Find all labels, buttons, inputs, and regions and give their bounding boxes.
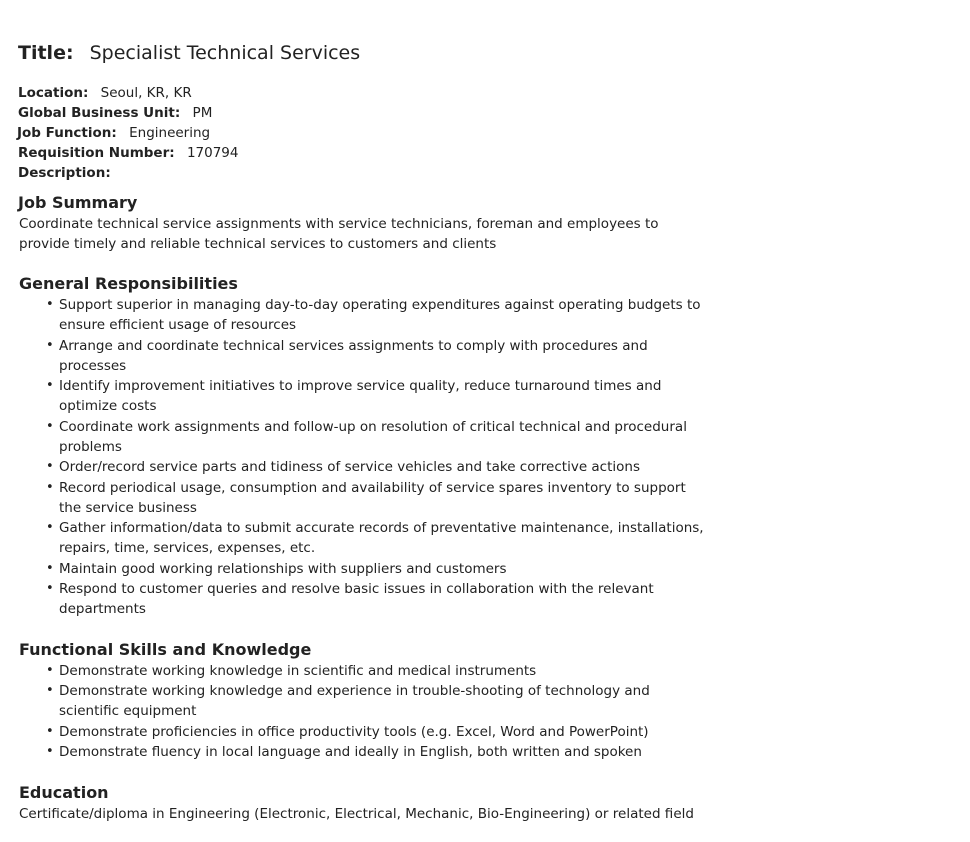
- skills-list: [19, 661, 709, 763]
- bullet-icon: •: [46, 337, 54, 353]
- bullet-icon: •: [46, 723, 54, 739]
- list-item: • Gather information/data to submit accurate records of preventative maintenance, installations, repairs, time, services, expenses, etc.: [46, 520, 704, 556]
- job-summary-section: [19, 192, 709, 254]
- bullet-icon: •: [46, 683, 54, 698]
- job-title-row: [18, 40, 360, 66]
- field-value: Seoul, KR, KR: [100, 85, 192, 101]
- functional-skills-section: [19, 639, 709, 763]
- section-heading: Education: [19, 782, 109, 802]
- field-location: [18, 83, 238, 103]
- list-item: • Demonstrate proficiencies in office productivity tools (e.g. Excel, Word and PowerPoint): [46, 723, 649, 740]
- field-label: Global Business Unit:: [18, 105, 181, 121]
- job-title: Specialist Technical Services: [89, 42, 361, 64]
- list-item: • Respond to customer queries and resolve basic issues in collaboration with the relevant departments: [46, 581, 654, 617]
- bullet-icon: •: [46, 662, 54, 678]
- field-description: [18, 163, 238, 183]
- list-item: • Demonstrate working knowledge and experience in trouble-shooting of technology and scientific equipment: [46, 683, 650, 719]
- list-item: • Demonstrate fluency in local language and ideally in English, both written and spoken: [46, 744, 642, 760]
- field-value: 170794: [186, 145, 239, 161]
- general-responsibilities-section: [19, 273, 709, 619]
- section-heading: Functional Skills and Knowledge: [19, 639, 312, 659]
- list-item: • Maintain good working relationships with suppliers and customers: [46, 560, 507, 577]
- field-label: Description:: [18, 165, 111, 181]
- bullet-icon: •: [46, 560, 54, 576]
- list-item: • Coordinate work assignments and follow-up on resolution of critical technical and procedural problems: [46, 418, 687, 455]
- job-description: [19, 192, 709, 824]
- bullet-icon: •: [46, 520, 54, 535]
- list-item: • Support superior in managing day-to-day operating expenditures against operating budgets to ensure efficient usage of resources: [46, 297, 701, 333]
- bullet-icon: •: [46, 297, 54, 312]
- bullet-icon: •: [46, 744, 54, 759]
- education-section: [19, 782, 709, 824]
- section-heading: General Responsibilities: [19, 274, 238, 293]
- list-item: • Identify improvement initiatives to improve service quality, reduce turnaround times and optimize costs: [46, 378, 662, 414]
- field-global-business-unit: [18, 103, 238, 123]
- bullet-icon: •: [46, 378, 54, 393]
- field-value: PM: [192, 105, 213, 121]
- field-label: Location:: [18, 85, 89, 101]
- responsibilities-list: [19, 295, 709, 619]
- list-item: • Record periodical usage, consumption and availability of service spares inventory to support the service business: [46, 479, 686, 516]
- bullet-icon: •: [46, 581, 54, 596]
- section-heading: Job Summary: [18, 193, 138, 212]
- field-label: Job Function:: [17, 125, 117, 141]
- job-summary-text: Coordinate technical service assignments with service technicians, foreman and employees to provide timely and reliable technical services to customers and clients: [19, 216, 659, 252]
- spacer: [19, 620, 709, 639]
- list-item: • Order/record service parts and tidiness of service vehicles and take corrective actions: [46, 459, 641, 475]
- spacer: [19, 254, 709, 273]
- field-value: Engineering: [129, 125, 211, 141]
- list-item: • Demonstrate working knowledge in scientific and medical instruments: [46, 662, 537, 679]
- field-job-function: [17, 123, 238, 143]
- job-details: [18, 83, 238, 183]
- education-text: Certificate/diploma in Engineering (Electronic, Electrical, Mechanic, Bio-Engineering) or related field: [19, 805, 694, 822]
- list-item: • Arrange and coordinate technical services assignments to comply with procedures and processes: [46, 337, 648, 374]
- spacer: [19, 763, 709, 782]
- bullet-icon: •: [46, 479, 54, 495]
- bullet-icon: •: [46, 418, 54, 434]
- bullet-icon: •: [46, 459, 54, 474]
- title-label: Title:: [18, 42, 74, 64]
- field-label: Requisition Number:: [18, 145, 175, 161]
- field-requisition-number: [18, 143, 238, 163]
